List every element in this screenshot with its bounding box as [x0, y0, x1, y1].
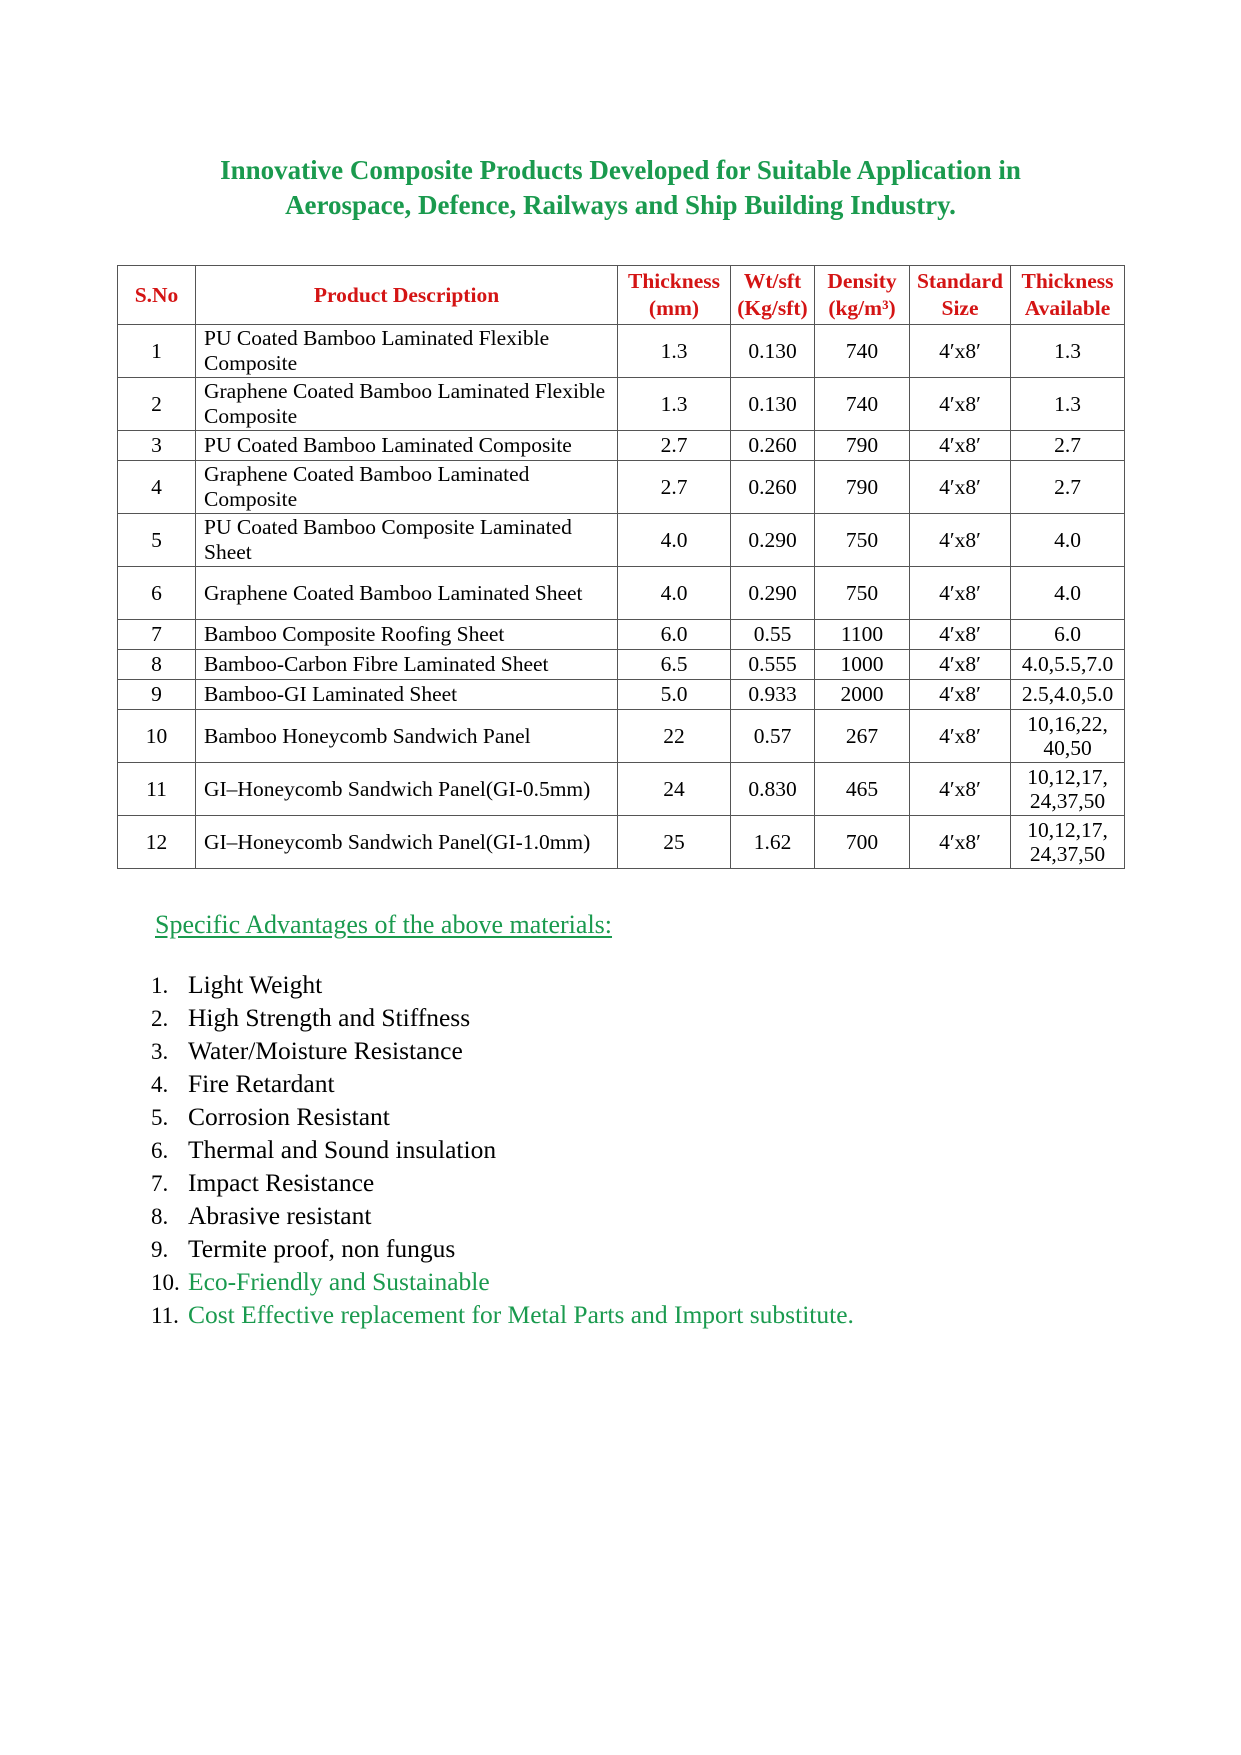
advantage-item [151, 1298, 854, 1331]
density-cell: 750 [815, 567, 910, 620]
weight-cell: 0.55 [731, 620, 815, 650]
sno-cell: 12 [118, 816, 196, 869]
description-cell: PU Coated Bamboo Laminated Composite [196, 431, 618, 461]
advantage-text: High Strength and Stiffness [188, 1003, 471, 1032]
advantage-item [151, 1001, 854, 1034]
thickness-cell: 6.0 [618, 620, 731, 650]
advantages-list [151, 968, 854, 1331]
header-weight [731, 266, 815, 325]
density-cell: 790 [815, 461, 910, 514]
density-cell: 1100 [815, 620, 910, 650]
header-density [815, 266, 910, 325]
thickness-cell: 6.5 [618, 650, 731, 680]
description-cell: Bamboo-Carbon Fibre Laminated Sheet [196, 650, 618, 680]
size-cell: 4′x8′ [910, 680, 1011, 710]
header-line-1: Wt/sft [743, 269, 802, 293]
available-cell: 4.0 [1011, 567, 1125, 620]
table-row [118, 680, 1125, 710]
header-thickness [618, 266, 731, 325]
thickness-cell: 24 [618, 763, 731, 816]
weight-cell: 0.830 [731, 763, 815, 816]
description-cell: Graphene Coated Bamboo Laminated Flexible Composite [196, 378, 618, 431]
thickness-cell: 5.0 [618, 680, 731, 710]
sno-cell: 2 [118, 378, 196, 431]
size-cell: 4′x8′ [910, 461, 1011, 514]
sno-cell: 9 [118, 680, 196, 710]
description-cell: Bamboo Honeycomb Sandwich Panel [196, 710, 618, 763]
sno-cell: 6 [118, 567, 196, 620]
header-line-2: (Kg/sft) [737, 296, 808, 320]
thickness-cell: 4.0 [618, 514, 731, 567]
advantage-text: Cost Effective replacement for Metal Parts and Import substitute. [188, 1300, 854, 1329]
density-cell: 267 [815, 710, 910, 763]
advantage-text: Fire Retardant [188, 1069, 335, 1098]
thickness-cell: 1.3 [618, 325, 731, 378]
header-thickness-available [1011, 266, 1125, 325]
density-cell: 790 [815, 431, 910, 461]
product-spec-table [117, 265, 1125, 869]
description-cell: Graphene Coated Bamboo Laminated Sheet [196, 567, 618, 620]
table-row [118, 378, 1125, 431]
size-cell: 4′x8′ [910, 763, 1011, 816]
table-row [118, 816, 1125, 869]
density-cell: 740 [815, 325, 910, 378]
table-row [118, 650, 1125, 680]
thickness-cell: 1.3 [618, 378, 731, 431]
available-cell: 2.7 [1011, 431, 1125, 461]
header-line-2: (kg/m³) [828, 296, 896, 320]
advantage-item [151, 1199, 854, 1232]
weight-cell: 0.130 [731, 378, 815, 431]
advantage-number: 8. [151, 1204, 169, 1229]
header-sno [118, 266, 196, 325]
advantage-number: 7. [151, 1171, 169, 1196]
density-cell: 740 [815, 378, 910, 431]
advantage-number: 3. [151, 1039, 169, 1064]
advantage-number: 9. [151, 1237, 169, 1262]
advantage-number: 5. [151, 1105, 169, 1130]
sno-cell: 7 [118, 620, 196, 650]
weight-cell: 0.290 [731, 514, 815, 567]
advantages-heading: Specific Advantages of the above materials: [155, 910, 613, 939]
advantage-item [151, 968, 854, 1001]
available-cell: 4.0 [1011, 514, 1125, 567]
weight-cell: 0.260 [731, 431, 815, 461]
available-cell: 1.3 [1011, 378, 1125, 431]
header-standard-size [910, 266, 1011, 325]
weight-cell: 0.130 [731, 325, 815, 378]
description-cell: GI–Honeycomb Sandwich Panel(GI-0.5mm) [196, 763, 618, 816]
advantage-item [151, 1133, 854, 1166]
title-line-1: Innovative Composite Products Developed for Suitable Application in [220, 155, 1021, 185]
density-cell: 465 [815, 763, 910, 816]
header-line-1: Product Description [313, 282, 500, 307]
sno-cell: 5 [118, 514, 196, 567]
sno-cell: 3 [118, 431, 196, 461]
weight-cell: 0.555 [731, 650, 815, 680]
description-cell: Graphene Coated Bamboo Laminated Composite [196, 461, 618, 514]
sno-cell: 11 [118, 763, 196, 816]
description-cell: PU Coated Bamboo Laminated Flexible Composite [196, 325, 618, 378]
thickness-cell: 25 [618, 816, 731, 869]
available-cell: 10,12,17, 24,37,50 [1011, 763, 1125, 816]
sno-cell: 8 [118, 650, 196, 680]
advantage-text: Abrasive resistant [188, 1201, 372, 1230]
advantage-text: Corrosion Resistant [188, 1102, 390, 1131]
table-row [118, 620, 1125, 650]
sno-cell: 1 [118, 325, 196, 378]
available-cell: 2.5,4.0,5.0 [1011, 680, 1125, 710]
header-line-1: Standard [916, 269, 1004, 293]
advantage-text: Termite proof, non fungus [188, 1234, 456, 1263]
header-line-2: Size [941, 296, 979, 320]
description-cell: Bamboo Composite Roofing Sheet [196, 620, 618, 650]
weight-cell: 0.57 [731, 710, 815, 763]
header-line-1: Density [827, 269, 897, 293]
table-row [118, 461, 1125, 514]
header-line-1: Thickness [627, 269, 720, 293]
advantage-item [151, 1034, 854, 1067]
advantage-item [151, 1166, 854, 1199]
header-line-1: Thickness [1021, 269, 1114, 293]
available-cell: 10,16,22, 40,50 [1011, 710, 1125, 763]
advantage-item [151, 1100, 854, 1133]
description-cell: GI–Honeycomb Sandwich Panel(GI-1.0mm) [196, 816, 618, 869]
weight-cell: 0.260 [731, 461, 815, 514]
header-line-2: Available [1024, 296, 1111, 320]
size-cell: 4′x8′ [910, 378, 1011, 431]
weight-cell: 0.290 [731, 567, 815, 620]
available-cell: 2.7 [1011, 461, 1125, 514]
advantage-item [151, 1232, 854, 1265]
sno-cell: 4 [118, 461, 196, 514]
advantage-text: Eco-Friendly and Sustainable [188, 1267, 490, 1296]
size-cell: 4′x8′ [910, 710, 1011, 763]
table-row [118, 431, 1125, 461]
size-cell: 4′x8′ [910, 620, 1011, 650]
size-cell: 4′x8′ [910, 650, 1011, 680]
thickness-cell: 22 [618, 710, 731, 763]
header-product-description [196, 266, 618, 325]
advantage-number: 4. [151, 1072, 169, 1097]
density-cell: 750 [815, 514, 910, 567]
description-cell: PU Coated Bamboo Composite Laminated Sheet [196, 514, 618, 567]
table-row [118, 567, 1125, 620]
page-title [0, 153, 1241, 223]
advantage-item [151, 1067, 854, 1100]
advantage-number: 6. [151, 1138, 169, 1163]
table-header-row [118, 266, 1125, 325]
table-row [118, 514, 1125, 567]
thickness-cell: 2.7 [618, 431, 731, 461]
advantage-number: 11. [151, 1303, 179, 1328]
available-cell: 1.3 [1011, 325, 1125, 378]
size-cell: 4′x8′ [910, 567, 1011, 620]
advantage-text: Thermal and Sound insulation [188, 1135, 497, 1164]
density-cell: 2000 [815, 680, 910, 710]
table-row [118, 710, 1125, 763]
advantage-text: Light Weight [188, 970, 323, 999]
thickness-cell: 4.0 [618, 567, 731, 620]
available-cell: 6.0 [1011, 620, 1125, 650]
available-cell: 10,12,17, 24,37,50 [1011, 816, 1125, 869]
advantage-text: Impact Resistance [188, 1168, 375, 1197]
description-cell: Bamboo-GI Laminated Sheet [196, 680, 618, 710]
title-line-2: Aerospace, Defence, Railways and Ship Building Industry. [285, 190, 956, 220]
density-cell: 1000 [815, 650, 910, 680]
available-cell: 4.0,5.5,7.0 [1011, 650, 1125, 680]
table-row [118, 325, 1125, 378]
weight-cell: 1.62 [731, 816, 815, 869]
sno-cell: 10 [118, 710, 196, 763]
advantage-text: Water/Moisture Resistance [188, 1036, 463, 1065]
header-line-1: S.No [134, 282, 179, 307]
advantage-number: 1. [151, 973, 169, 998]
size-cell: 4′x8′ [910, 514, 1011, 567]
size-cell: 4′x8′ [910, 816, 1011, 869]
advantage-number: 10. [151, 1270, 180, 1295]
weight-cell: 0.933 [731, 680, 815, 710]
size-cell: 4′x8′ [910, 325, 1011, 378]
density-cell: 700 [815, 816, 910, 869]
thickness-cell: 2.7 [618, 461, 731, 514]
header-line-2: (mm) [648, 296, 700, 320]
table-row [118, 763, 1125, 816]
size-cell: 4′x8′ [910, 431, 1011, 461]
advantage-number: 2. [151, 1006, 169, 1031]
advantage-item [151, 1265, 854, 1298]
